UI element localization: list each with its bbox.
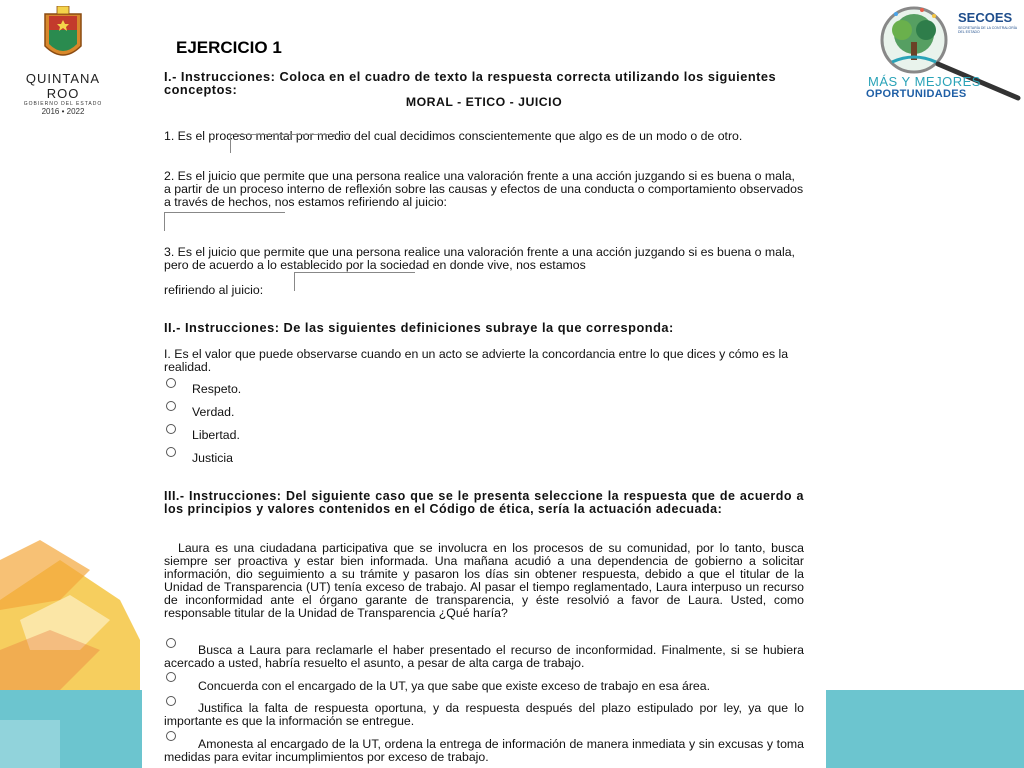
case-option-3: Justifica la falta de respuesta oportuna, y da respuesta después del plazo estipulado por ley, ya que lo importante es que la información se entregue. xyxy=(164,701,804,728)
radio-option-verdad[interactable] xyxy=(166,401,176,411)
option-justicia: Justicia xyxy=(192,451,234,465)
secoes-logo xyxy=(862,4,1022,104)
logo-right-subtitle: SECRETARÍA DE LA CONTRALORÍA DEL ESTADO xyxy=(958,26,1017,34)
question-3: 3. Es el juicio que permite que una persona realice una valoración frente a una acción juzgando si es buena o mala, pero de acuerdo a lo establecido por la sociedad en donde vive, nos estamos xyxy=(164,245,795,272)
radio-option-justicia[interactable] xyxy=(166,447,176,457)
answer-box-2[interactable] xyxy=(164,212,285,231)
logo-right-slogan-top: MÁS Y MEJORES xyxy=(868,74,981,89)
section2-heading: II.- Instrucciones: De las siguientes definiciones subraye la que corresponda: xyxy=(164,320,674,335)
radio-case-option-2[interactable] xyxy=(166,672,176,682)
case-option-4: Amonesta al encargado de la UT, ordena la entrega de información de manera inmediata y sin excusas y toma medidas para evitar incumplimientos por exceso de trabajo. xyxy=(164,737,804,764)
section3-heading: III.- Instrucciones: Del siguiente caso que se le presenta seleccione la respuesta que de acuerdo a los principios y valores contenidos en el Código de ética, sería la actuación adecuada: xyxy=(164,489,804,516)
answer-box-3[interactable] xyxy=(294,272,415,291)
logo-left-name: QUINTANA ROO xyxy=(25,71,101,101)
question-2: 2. Es el juicio que permite que una persona realice una valoración frente a una acción juzgando si es buena o mala, a partir de un proceso interno de reflexión sobre las causas y efectos de una conducta o comportamiento observados a través de hechos, nos estamos refiriendo al juicio: xyxy=(164,169,804,209)
question-3-end: refiriendo al juicio: xyxy=(164,283,264,297)
section1-heading: I.- Instrucciones: Coloca en el cuadro de texto la respuesta correcta utilizando los siguientes conceptos: xyxy=(164,69,777,97)
option-libertad: Libertad. xyxy=(192,428,240,442)
section3-case: Laura es una ciudadana participativa que se involucra en los procesos de su comunidad, por lo tanto, busca siempre ser proactiva y estar bien informada. Una mañana acudió a una dependencia de gobierno a solicitar información, dio seguimiento a su trámite y pasaron los días sin obtener respuesta, debido a que el titular de la Unidad de Transparencia (UT) tenía exceso de trabajo. Al pasar el tiempo reglamentado, Laura interpuso un recurso de inconformidad ante el órgano garante de transparencia, y éste resolvió a favor de Laura. Usted, como responsable titular de la Unidad de Transparencia ¿Qué haría? xyxy=(164,541,804,620)
logo-left-subtitle: GOBIERNO DEL ESTADO xyxy=(23,101,103,107)
section2-question: I. Es el valor que puede observarse cuando en un acto se advierte la concordancia entre lo que dices y cómo es la realidad. xyxy=(164,347,789,374)
option-verdad: Verdad. xyxy=(192,405,235,419)
case-option-2: Concuerda con el encargado de la UT, ya que sabe que existe exceso de trabajo en esa área. xyxy=(198,679,711,693)
logo-right-name: SECOES xyxy=(958,10,1013,25)
quintana-roo-logo xyxy=(8,6,118,116)
question-1: 1. Es el proceso mental por medio del cual decidimos conscientemente que algo es de un modo o de otro. xyxy=(164,129,743,143)
answer-box-1[interactable] xyxy=(230,134,351,153)
radio-option-libertad[interactable] xyxy=(166,424,176,434)
radio-option-respeto[interactable] xyxy=(166,378,176,388)
coat-of-arms-icon xyxy=(43,6,83,64)
option-respeto: Respeto. xyxy=(192,382,242,396)
exercise-document xyxy=(142,60,826,768)
logo-right-slogan-bottom: OPORTUNIDADES xyxy=(866,88,967,100)
logo-left-years: 2016 • 2022 xyxy=(41,107,85,116)
section1-concepts: MORAL - ETICO - JUICIO xyxy=(405,95,563,109)
slide-title: EJERCICIO 1 xyxy=(176,38,282,57)
case-option-1: Busca a Laura para reclamarle el haber presentado el recurso de inconformidad. Finalmente, si se hubiera acercado a usted, habría resuelto el asunto, a pesar de alta carga de trabajo. xyxy=(164,643,804,670)
